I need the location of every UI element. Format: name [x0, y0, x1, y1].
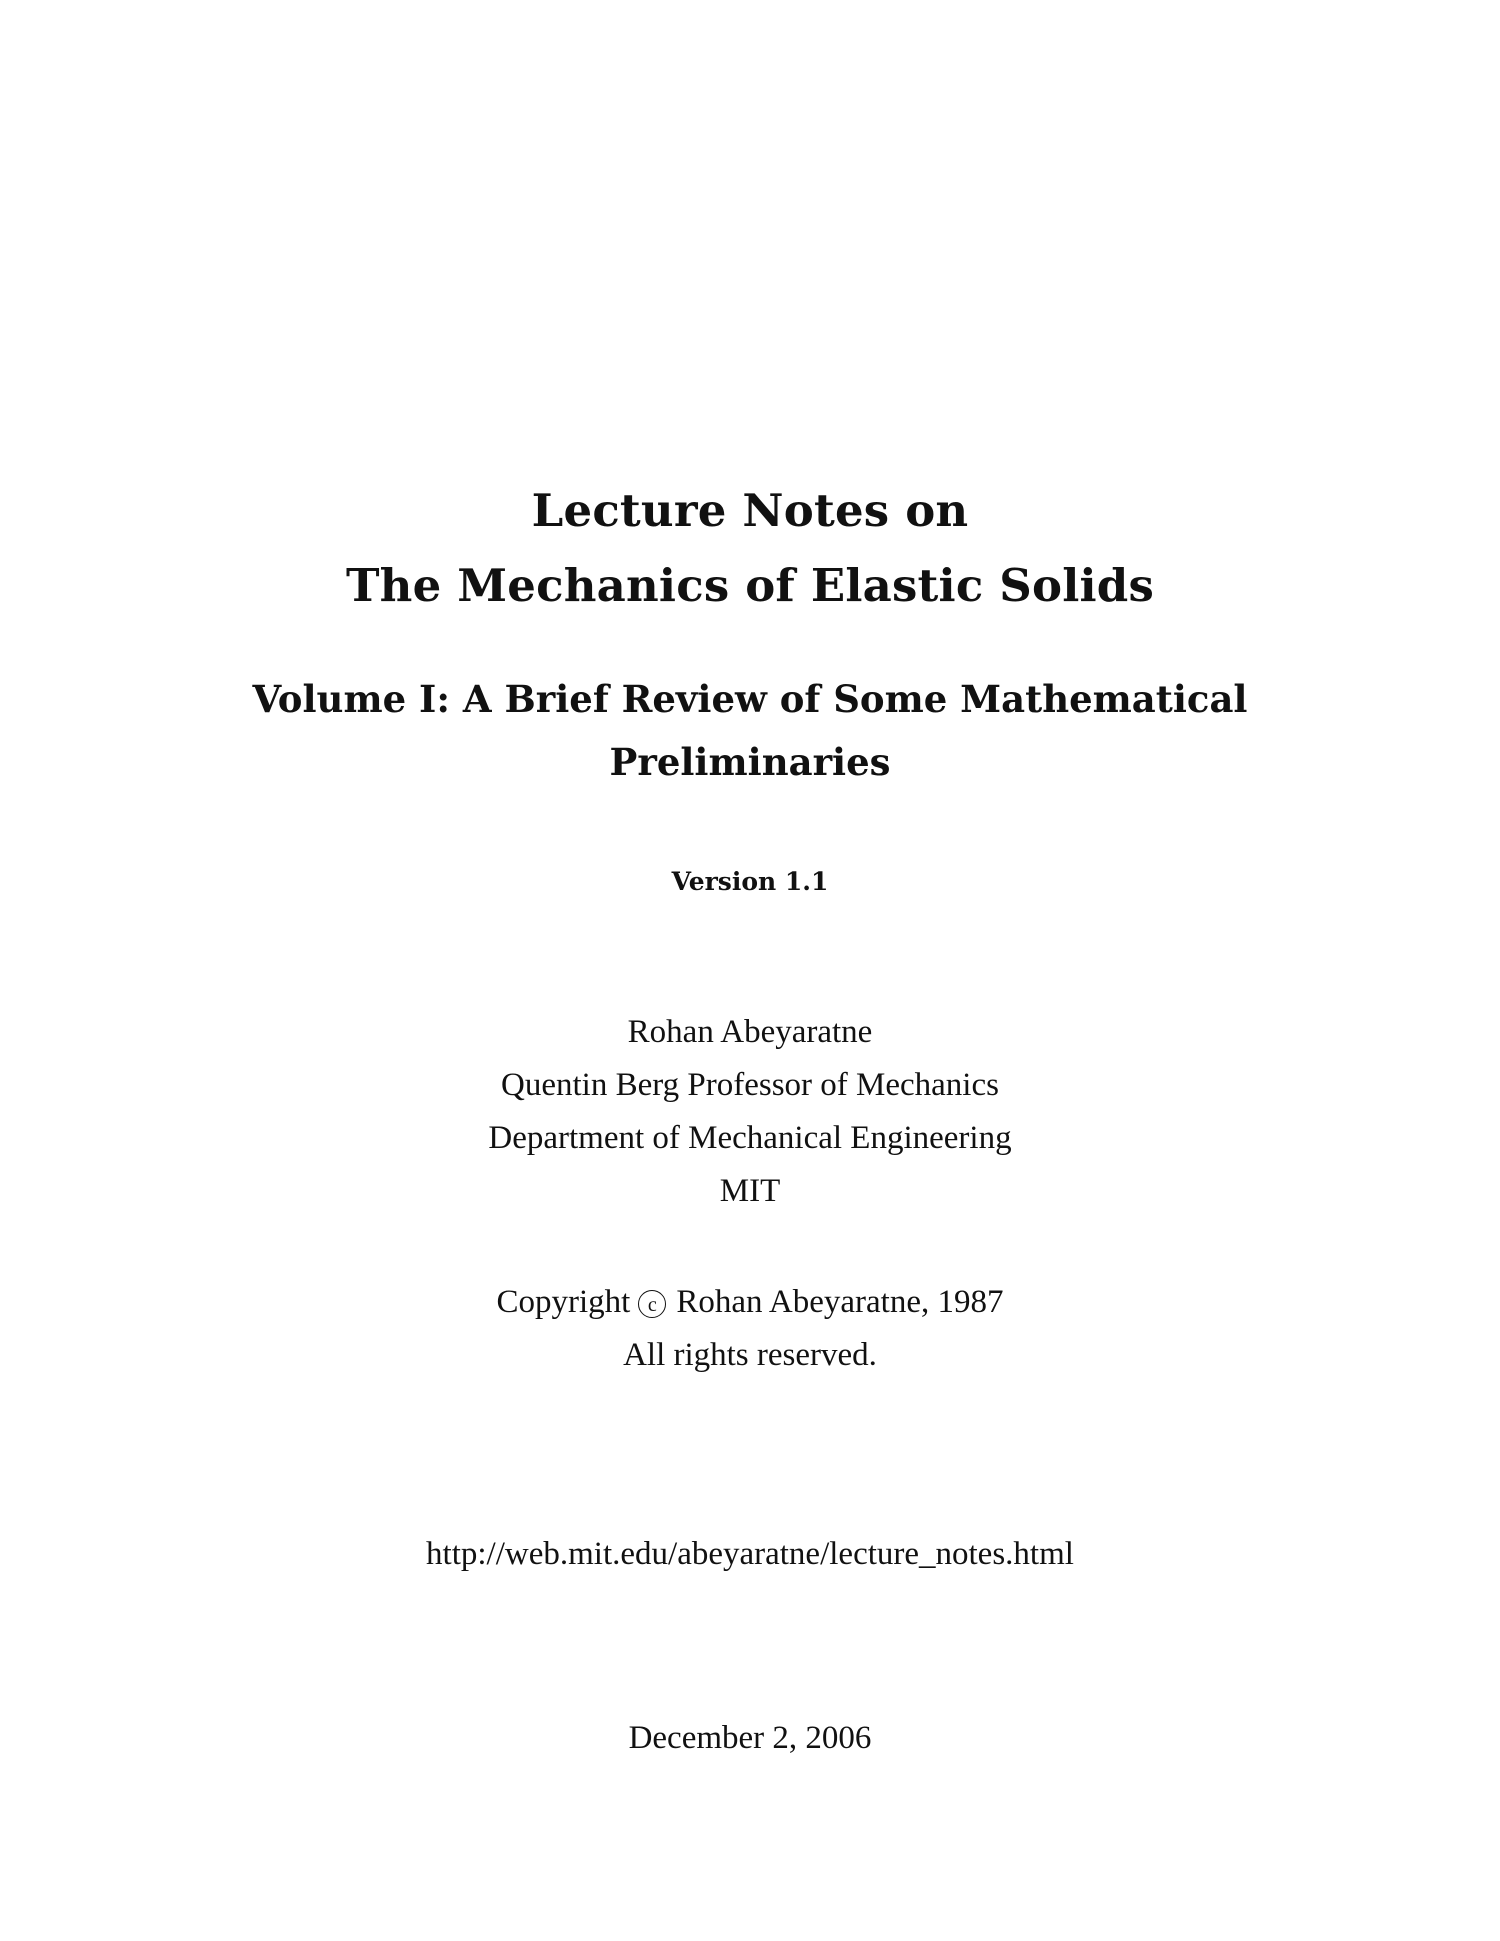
author-department: Department of Mechanical Engineering [488, 1120, 1012, 1156]
copyright-rights: All rights reserved. [623, 1337, 877, 1373]
subtitle-line-2: Preliminaries [609, 740, 891, 784]
author-position: Quentin Berg Professor of Mechanics [501, 1067, 999, 1103]
lecture-notes-url: http://web.mit.edu/abeyaratne/lecture_notes.html [426, 1536, 1074, 1572]
subtitle-line-1: Volume I: A Brief Review of Some Mathematical [252, 677, 1248, 721]
version-label: Version 1.1 [671, 867, 829, 896]
document-date: December 2, 2006 [628, 1720, 872, 1756]
author-name: Rohan Abeyaratne [627, 1014, 873, 1050]
copyright-prefix: Copyright [496, 1284, 631, 1320]
copyright-holder: Rohan Abeyaratne, 1987 [676, 1284, 1004, 1320]
title-line-2: The Mechanics of Elastic Solids [345, 559, 1154, 612]
title-line-1: Lecture Notes on [531, 484, 969, 537]
copyright-symbol-icon: c [638, 1290, 666, 1318]
copyright-line [0, 1286, 1500, 1319]
author-institution: MIT [719, 1173, 781, 1209]
